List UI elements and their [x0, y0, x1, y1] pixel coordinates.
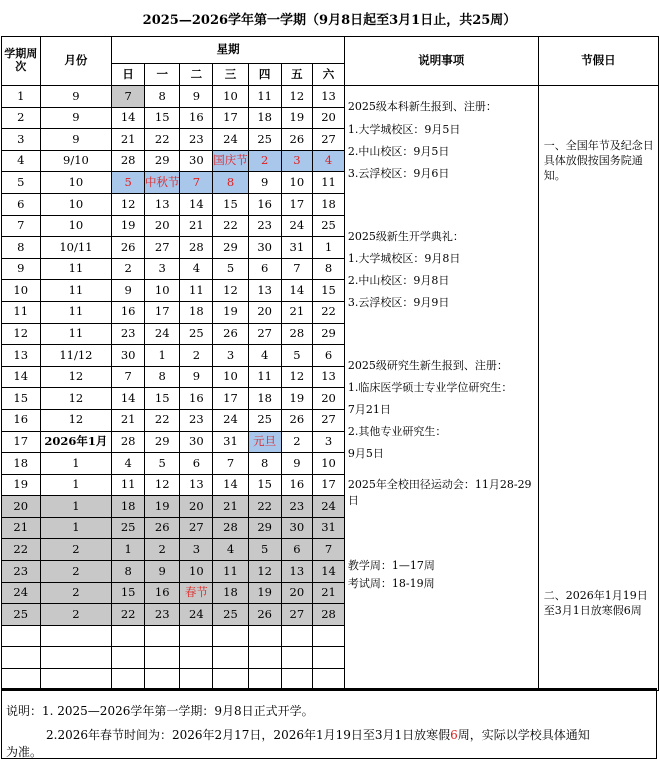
day-cell: 10 — [281, 172, 313, 194]
week-number: 24 — [2, 582, 41, 604]
day-cell — [144, 647, 180, 669]
day-cell — [213, 669, 249, 691]
day-cell: 18 — [248, 107, 281, 129]
day-cell: 3 — [313, 431, 345, 453]
day-cell: 7 — [313, 539, 345, 561]
week-number: 8 — [2, 237, 41, 259]
day-cell: 4 — [213, 539, 249, 561]
day-cell: 28 — [112, 431, 145, 453]
day-cell: 23 — [248, 215, 281, 237]
day-cell: 27 — [248, 323, 281, 345]
day-cell: 22 — [144, 129, 180, 151]
day-cell: 26 — [112, 237, 145, 259]
day-cell: 22 — [313, 301, 345, 323]
month-cell: 12 — [40, 366, 112, 388]
month-cell — [40, 647, 112, 669]
day-cell: 10 — [180, 561, 213, 583]
day-cell: 14 — [213, 474, 249, 496]
month-cell: 1 — [40, 517, 112, 539]
day-cell: 1 — [112, 539, 145, 561]
day-cell: 2 — [112, 258, 145, 280]
day-cell — [248, 647, 281, 669]
day-cell: 21 — [112, 409, 145, 431]
day-cell: 28 — [281, 323, 313, 345]
month-header: 月份 — [40, 37, 112, 86]
day-cell: 22 — [213, 215, 249, 237]
day-cell: 国庆节 — [213, 150, 249, 172]
month-cell: 9 — [40, 86, 112, 108]
day-cell: 6 — [180, 453, 213, 475]
day-cell — [213, 647, 249, 669]
week-number: 22 — [2, 539, 41, 561]
day-cell: 4 — [112, 453, 145, 475]
footer-line-3: 为准。 — [6, 745, 43, 759]
day-cell: 31 — [281, 237, 313, 259]
day-cell — [313, 625, 345, 647]
day-cell: 24 — [180, 604, 213, 626]
day-cell: 30 — [248, 237, 281, 259]
day-cell: 6 — [248, 258, 281, 280]
day-cell: 15 — [313, 280, 345, 302]
note-ceremony-title: 2025级新生开学典礼： — [347, 230, 464, 243]
day-cell: 7 — [281, 258, 313, 280]
day-cell: 14 — [112, 388, 145, 410]
day-cell: 19 — [248, 582, 281, 604]
day-cell: 19 — [281, 107, 313, 129]
day-cell: 27 — [180, 517, 213, 539]
day-cell: 29 — [248, 517, 281, 539]
holiday-note-national: 一、全国年节及纪念日具体放假按国务院通知。 — [543, 139, 654, 182]
month-cell: 1 — [40, 474, 112, 496]
week-number: 4 — [2, 150, 41, 172]
week-number: 7 — [2, 215, 41, 237]
note-undergrad-title: 2025级本科新生报到、注册： — [347, 100, 497, 113]
week-number: 12 — [2, 323, 41, 345]
day-cell: 25 — [248, 129, 281, 151]
month-cell: 1 — [40, 453, 112, 475]
day-header-thu: 四 — [248, 64, 281, 86]
note-ceremony-3: 3.云浮校区：9月9日 — [347, 296, 450, 309]
day-cell: 17 — [281, 193, 313, 215]
day-cell: 24 — [144, 323, 180, 345]
day-cell: 10 — [144, 280, 180, 302]
note-grad-2: 2.其他专业研究生： — [347, 425, 447, 438]
day-cell — [281, 625, 313, 647]
day-cell: 6 — [313, 345, 345, 367]
day-cell: 14 — [112, 107, 145, 129]
day-cell: 4 — [313, 150, 345, 172]
day-cell — [180, 647, 213, 669]
day-cell: 30 — [281, 517, 313, 539]
holiday-note-winter: 二、2026年1月19日至3月1日放寒假6周 — [543, 589, 648, 617]
day-cell: 29 — [213, 237, 249, 259]
day-cell — [313, 647, 345, 669]
day-cell: 2 — [248, 150, 281, 172]
day-cell: 12 — [144, 474, 180, 496]
day-cell: 14 — [281, 280, 313, 302]
month-cell: 2 — [40, 604, 112, 626]
month-cell: 9/10 — [40, 150, 112, 172]
day-cell: 12 — [213, 280, 249, 302]
note-ceremony-1: 1.大学城校区：9月8日 — [347, 252, 461, 265]
day-cell: 15 — [144, 107, 180, 129]
week-number: 11 — [2, 301, 41, 323]
day-cell: 24 — [313, 496, 345, 518]
day-cell: 16 — [281, 474, 313, 496]
day-cell: 20 — [281, 582, 313, 604]
day-header-wed: 三 — [213, 64, 249, 86]
day-cell: 27 — [313, 409, 345, 431]
day-cell: 23 — [281, 496, 313, 518]
note-teaching-weeks: 教学周：1—17周 — [347, 559, 435, 572]
month-cell: 2 — [40, 561, 112, 583]
week-number: 23 — [2, 561, 41, 583]
day-cell: 9 — [112, 280, 145, 302]
day-header-mon: 一 — [144, 64, 180, 86]
day-cell: 11 — [313, 172, 345, 194]
day-cell: 18 — [248, 388, 281, 410]
day-cell: 8 — [144, 366, 180, 388]
week-number — [2, 647, 41, 669]
day-cell — [112, 625, 145, 647]
month-cell: 10/11 — [40, 237, 112, 259]
note-grad-1-date: 7月21日 — [347, 403, 391, 416]
day-cell: 21 — [213, 496, 249, 518]
month-cell: 10 — [40, 215, 112, 237]
week-number: 3 — [2, 129, 41, 151]
note-ceremony-2: 2.中山校区：9月8日 — [347, 274, 450, 287]
week-number: 6 — [2, 193, 41, 215]
day-cell — [144, 669, 180, 691]
day-cell: 21 — [313, 582, 345, 604]
day-cell: 3 — [281, 150, 313, 172]
month-cell: 11/12 — [40, 345, 112, 367]
note-sports: 2025年全校田径运动会：11月28-29日 — [347, 478, 532, 507]
month-cell: 2 — [40, 539, 112, 561]
day-cell: 9 — [180, 366, 213, 388]
weekday-group-header: 星期 — [112, 37, 345, 64]
note-grad-2-date: 9月5日 — [347, 447, 384, 460]
day-cell: 8 — [313, 258, 345, 280]
month-cell: 2026年1月 — [40, 431, 112, 453]
note-grad-1: 1.临床医学硕士专业学位研究生： — [347, 381, 513, 394]
day-cell: 13 — [281, 561, 313, 583]
day-cell: 中秋节 — [144, 172, 180, 194]
day-cell — [112, 647, 145, 669]
note-undergrad-3: 3.云浮校区：9月6日 — [347, 167, 450, 180]
month-cell: 11 — [40, 323, 112, 345]
day-cell: 17 — [213, 388, 249, 410]
day-cell: 20 — [248, 301, 281, 323]
day-cell: 22 — [144, 409, 180, 431]
week-number: 18 — [2, 453, 41, 475]
week-number — [2, 625, 41, 647]
day-cell: 29 — [144, 431, 180, 453]
footer-line-2 — [46, 726, 590, 743]
month-cell: 9 — [40, 107, 112, 129]
day-cell: 13 — [248, 280, 281, 302]
note-undergrad-2: 2.中山校区：9月5日 — [347, 145, 450, 158]
day-cell — [313, 669, 345, 691]
day-cell: 10 — [213, 86, 249, 108]
day-cell: 11 — [180, 280, 213, 302]
day-cell: 2 — [144, 539, 180, 561]
day-cell: 25 — [313, 215, 345, 237]
day-cell: 5 — [112, 172, 145, 194]
day-cell: 18 — [112, 496, 145, 518]
day-cell: 5 — [248, 539, 281, 561]
day-cell: 2 — [281, 431, 313, 453]
day-cell: 21 — [281, 301, 313, 323]
day-cell: 5 — [213, 258, 249, 280]
day-cell: 21 — [112, 129, 145, 151]
day-cell: 13 — [180, 474, 213, 496]
month-cell — [40, 669, 112, 691]
day-cell: 6 — [281, 539, 313, 561]
footer-line-2-tail: 周，实际以学校具体通知 — [457, 728, 590, 742]
week-number: 15 — [2, 388, 41, 410]
day-cell: 22 — [112, 604, 145, 626]
day-cell: 12 — [248, 561, 281, 583]
day-cell — [180, 625, 213, 647]
day-cell: 19 — [281, 388, 313, 410]
week-number: 16 — [2, 409, 41, 431]
day-cell: 15 — [112, 582, 145, 604]
day-cell: 29 — [313, 323, 345, 345]
month-cell: 12 — [40, 409, 112, 431]
month-cell: 10 — [40, 193, 112, 215]
day-cell: 26 — [248, 604, 281, 626]
day-cell: 元旦 — [248, 431, 281, 453]
note-exam-weeks: 考试周：18-19周 — [347, 577, 435, 590]
day-cell: 23 — [180, 129, 213, 151]
day-cell: 1 — [313, 237, 345, 259]
day-cell: 13 — [313, 86, 345, 108]
month-cell: 11 — [40, 301, 112, 323]
day-cell: 12 — [112, 193, 145, 215]
day-cell: 23 — [144, 604, 180, 626]
week-number: 13 — [2, 345, 41, 367]
day-cell: 18 — [180, 301, 213, 323]
day-cell: 3 — [144, 258, 180, 280]
calendar-table — [1, 36, 659, 691]
day-cell: 17 — [144, 301, 180, 323]
day-cell: 18 — [313, 193, 345, 215]
day-cell: 17 — [213, 107, 249, 129]
day-cell: 23 — [112, 323, 145, 345]
day-cell: 20 — [313, 107, 345, 129]
day-cell: 13 — [313, 366, 345, 388]
footer-notes — [1, 688, 657, 759]
day-cell: 19 — [144, 496, 180, 518]
day-cell — [281, 669, 313, 691]
week-number: 14 — [2, 366, 41, 388]
day-cell — [248, 669, 281, 691]
day-cell: 28 — [213, 517, 249, 539]
day-cell: 27 — [313, 129, 345, 151]
day-cell: 17 — [313, 474, 345, 496]
week-number: 21 — [2, 517, 41, 539]
day-cell: 26 — [144, 517, 180, 539]
day-cell: 9 — [248, 172, 281, 194]
week-number — [2, 669, 41, 691]
day-cell: 7 — [112, 366, 145, 388]
day-cell — [213, 625, 249, 647]
day-cell: 11 — [248, 366, 281, 388]
day-cell: 22 — [248, 496, 281, 518]
day-cell: 19 — [112, 215, 145, 237]
week-number: 9 — [2, 258, 41, 280]
day-cell: 25 — [180, 323, 213, 345]
day-cell: 15 — [248, 474, 281, 496]
week-number: 19 — [2, 474, 41, 496]
day-cell: 4 — [180, 258, 213, 280]
day-cell: 31 — [213, 431, 249, 453]
day-cell: 15 — [144, 388, 180, 410]
day-cell: 1 — [144, 345, 180, 367]
day-cell: 16 — [112, 301, 145, 323]
notes-column — [344, 86, 538, 691]
week-number: 20 — [2, 496, 41, 518]
day-cell — [281, 647, 313, 669]
month-cell: 1 — [40, 496, 112, 518]
week-number: 5 — [2, 172, 41, 194]
day-cell: 28 — [313, 604, 345, 626]
week-number: 25 — [2, 604, 41, 626]
day-cell — [248, 625, 281, 647]
day-cell: 8 — [144, 86, 180, 108]
day-cell: 19 — [213, 301, 249, 323]
day-cell: 29 — [144, 150, 180, 172]
week-number: 2 — [2, 107, 41, 129]
month-cell: 9 — [40, 129, 112, 151]
day-cell: 16 — [144, 582, 180, 604]
day-cell: 27 — [144, 237, 180, 259]
day-cell: 5 — [144, 453, 180, 475]
day-cell: 30 — [180, 431, 213, 453]
day-cell: 24 — [281, 215, 313, 237]
day-cell: 9 — [144, 561, 180, 583]
day-header-fri: 五 — [281, 64, 313, 86]
day-cell: 26 — [281, 409, 313, 431]
day-cell: 春节 — [180, 582, 213, 604]
footer-winter-weeks: 6 — [450, 728, 458, 742]
day-cell: 16 — [180, 388, 213, 410]
day-cell: 4 — [248, 345, 281, 367]
day-cell: 7 — [180, 172, 213, 194]
day-cell: 8 — [248, 453, 281, 475]
week-number: 17 — [2, 431, 41, 453]
week-header: 学期周次 — [2, 37, 41, 86]
day-cell: 20 — [313, 388, 345, 410]
day-cell: 3 — [180, 539, 213, 561]
week-number: 10 — [2, 280, 41, 302]
day-cell: 28 — [180, 237, 213, 259]
day-cell: 7 — [112, 86, 145, 108]
day-cell: 11 — [248, 86, 281, 108]
day-cell: 9 — [180, 86, 213, 108]
day-cell: 24 — [213, 409, 249, 431]
day-cell: 26 — [281, 129, 313, 151]
day-cell: 14 — [313, 561, 345, 583]
day-cell: 25 — [248, 409, 281, 431]
day-header-sun: 日 — [112, 64, 145, 86]
day-cell: 14 — [180, 193, 213, 215]
day-cell: 16 — [248, 193, 281, 215]
day-cell: 8 — [213, 172, 249, 194]
day-cell: 20 — [180, 496, 213, 518]
notes-header: 说明事项 — [344, 37, 538, 86]
footer-line-2-text: 2.2026年春节时间为：2026年2月17日，2026年1月19日至3月1日放寒假 — [46, 728, 451, 742]
day-cell — [180, 669, 213, 691]
day-cell: 15 — [213, 193, 249, 215]
month-cell: 12 — [40, 388, 112, 410]
day-cell: 12 — [281, 86, 313, 108]
holidays-column — [538, 86, 658, 691]
month-cell: 10 — [40, 172, 112, 194]
day-cell: 11 — [213, 561, 249, 583]
day-cell: 10 — [313, 453, 345, 475]
day-cell: 13 — [144, 193, 180, 215]
day-cell: 8 — [112, 561, 145, 583]
day-cell: 30 — [112, 345, 145, 367]
footer-line-1: 说明：1. 2025—2026学年第一学期：9月8日正式开学。 — [6, 704, 314, 718]
day-cell: 23 — [180, 409, 213, 431]
day-cell: 28 — [112, 150, 145, 172]
note-grad-title: 2025级研究生新生报到、注册： — [347, 359, 508, 372]
week-number: 1 — [2, 86, 41, 108]
day-cell — [112, 669, 145, 691]
day-header-tue: 二 — [180, 64, 213, 86]
month-cell: 11 — [40, 258, 112, 280]
holidays-header: 节假日 — [538, 37, 658, 86]
day-cell: 9 — [281, 453, 313, 475]
day-cell: 10 — [213, 366, 249, 388]
month-cell: 11 — [40, 280, 112, 302]
day-header-sat: 六 — [313, 64, 345, 86]
day-cell: 25 — [112, 517, 145, 539]
day-cell: 25 — [213, 604, 249, 626]
day-cell: 26 — [213, 323, 249, 345]
day-cell: 18 — [213, 582, 249, 604]
note-undergrad-1: 1.大学城校区：9月5日 — [347, 123, 461, 136]
day-cell: 12 — [281, 366, 313, 388]
day-cell: 27 — [281, 604, 313, 626]
day-cell: 30 — [180, 150, 213, 172]
day-cell: 5 — [281, 345, 313, 367]
day-cell: 11 — [112, 474, 145, 496]
day-cell: 7 — [213, 453, 249, 475]
day-cell: 21 — [180, 215, 213, 237]
day-cell: 16 — [180, 107, 213, 129]
page-title: 2025—2026学年第一学期（9月8日起至3月1日止，共25周） — [142, 12, 517, 28]
day-cell: 20 — [144, 215, 180, 237]
day-cell: 31 — [313, 517, 345, 539]
day-cell: 24 — [213, 129, 249, 151]
day-cell: 3 — [213, 345, 249, 367]
month-cell — [40, 625, 112, 647]
day-cell: 2 — [180, 345, 213, 367]
day-cell — [144, 625, 180, 647]
month-cell: 2 — [40, 582, 112, 604]
